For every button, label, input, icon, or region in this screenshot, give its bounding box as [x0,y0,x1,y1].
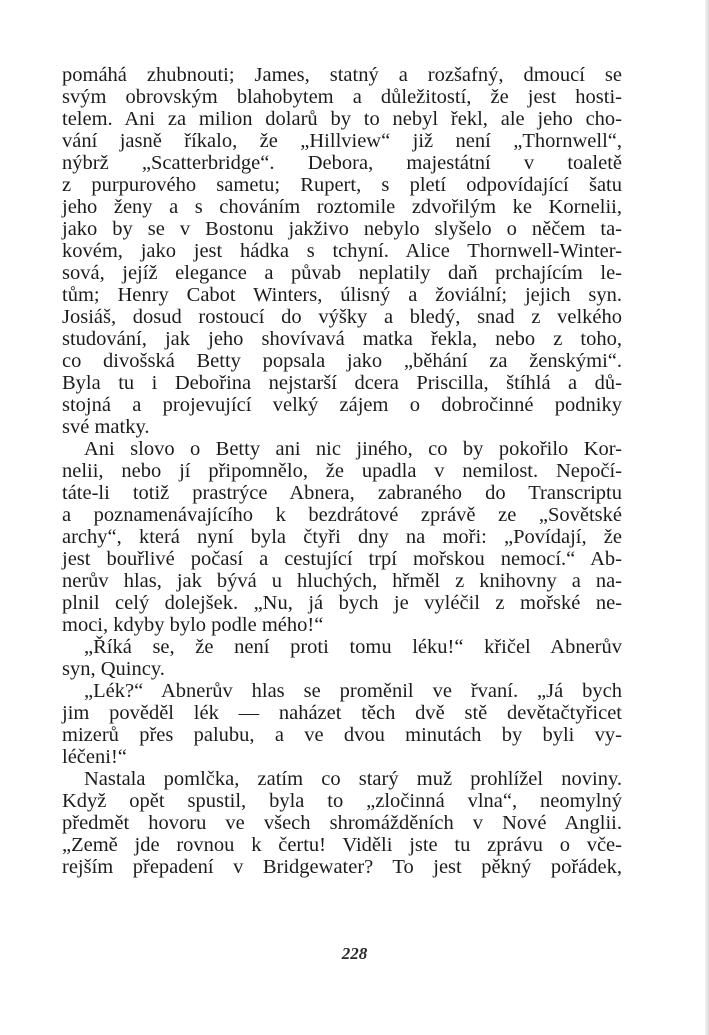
text-line: jim pověděl lék — naházet těch dvě stě devětačtyřicet [62,702,622,724]
text-line: pomáhá zhubnouti; James, statný a rozšafný, dmoucí se [62,64,622,86]
text-line: z purpurového sametu; Rupert, s pletí odpovídající šatu [62,174,622,196]
text-line: sová, jejíž elegance a půvab neplatily daň prchajícím le- [62,262,622,284]
text-line: léčeni!“ [62,746,127,768]
text-line: jest bouřlivé počasí a cestující trpí mořskou nemocí.“ Ab- [62,548,622,570]
text-line: Když opět spustil, byla to „zločinná vlna“, neomylný [62,790,622,812]
text-line: moci, kdyby bylo podle mého!“ [62,614,324,636]
text-line: Ani slovo o Betty ani nic jiného, co by pokořilo Kor- [84,438,622,460]
text-line: archy“, která nyní byla čtyři dny na moři: „Povídají, že [62,526,622,548]
text-line: a poznamenávajícího k bezdrátové zprávě ze „Sovětské [62,504,622,526]
text-line: co divošská Betty popsala jako „běhání za ženskými“. [62,350,622,372]
text-line: „Říká se, že není proti tomu léku!“ křičel Abnerův [84,636,622,658]
text-line: syn, Quincy. [62,658,165,680]
text-line: stojná a projevující velký zájem o dobročinné podniky [62,394,622,416]
text-line: kovém, jako jest hádka s tchyní. Alice Thornwell-Winter- [62,240,622,262]
text-line: plnil celý dolejšek. „Nu, já bych je vyléčil z mořské ne- [62,592,622,614]
text-line: táte-li totiž prastrýce Abnera, zabraného do Transcriptu [62,482,622,504]
text-line: Nastala pomlčka, zatím co starý muž prohlížel noviny. [84,768,622,790]
text-line: Josiáš, dosud rostoucí do výšky a bledý, snad z velkého [62,306,622,328]
text-line: rejším přepadení v Bridgewater? To jest pěkný pořádek, [62,856,622,878]
text-line: jako by se v Bostonu jakživo nebylo slyšelo o něčem ta- [62,218,622,240]
text-line: telem. Ani za milion dolarů by to nebyl řekl, ale jeho cho- [62,108,622,130]
text-line: předmět hovoru ve všech shromážděních v Nové Anglii. [62,812,622,834]
text-line: své matky. [62,416,150,438]
text-line: nýbrž „Scatterbridge“. Debora, majestátní v toaletě [62,152,622,174]
text-line: tům; Henry Cabot Winters, úlisný a žoviální; jejich syn. [62,284,622,306]
text-line: nerův hlas, jak bývá u hluchých, hřměl z knihovny a na- [62,570,622,592]
text-line: Byla tu i Debořina nejstarší dcera Priscilla, štíhlá a dů- [62,372,622,394]
page-number: 228 [341,944,368,963]
text-line: studování, jak jeho shovívavá matka řekla, nebo z toho, [62,328,622,350]
text-line: „Země jde rovnou k čertu! Viděli jste tu zprávu o vče- [62,834,622,856]
text-line: vání jasně říkalo, že „Hillview“ již není „Thornwell“, [62,130,622,152]
text-line: jeho ženy a s chováním roztomile zdvořilým ke Kornelii, [62,196,622,218]
text-line: „Lék?“ Abnerův hlas se proměnil ve řvaní. „Já bych [84,680,622,702]
page-edge [705,0,709,1035]
text-line: mizerů přes palubu, a ve dvou minutách by byli vy- [62,724,622,746]
text-line: nelii, nebo jí připomnělo, že upadla v nemilost. Nepočí- [62,460,622,482]
text-line: svým obrovským blahobytem a důležitostí, že jest hosti- [62,86,622,108]
